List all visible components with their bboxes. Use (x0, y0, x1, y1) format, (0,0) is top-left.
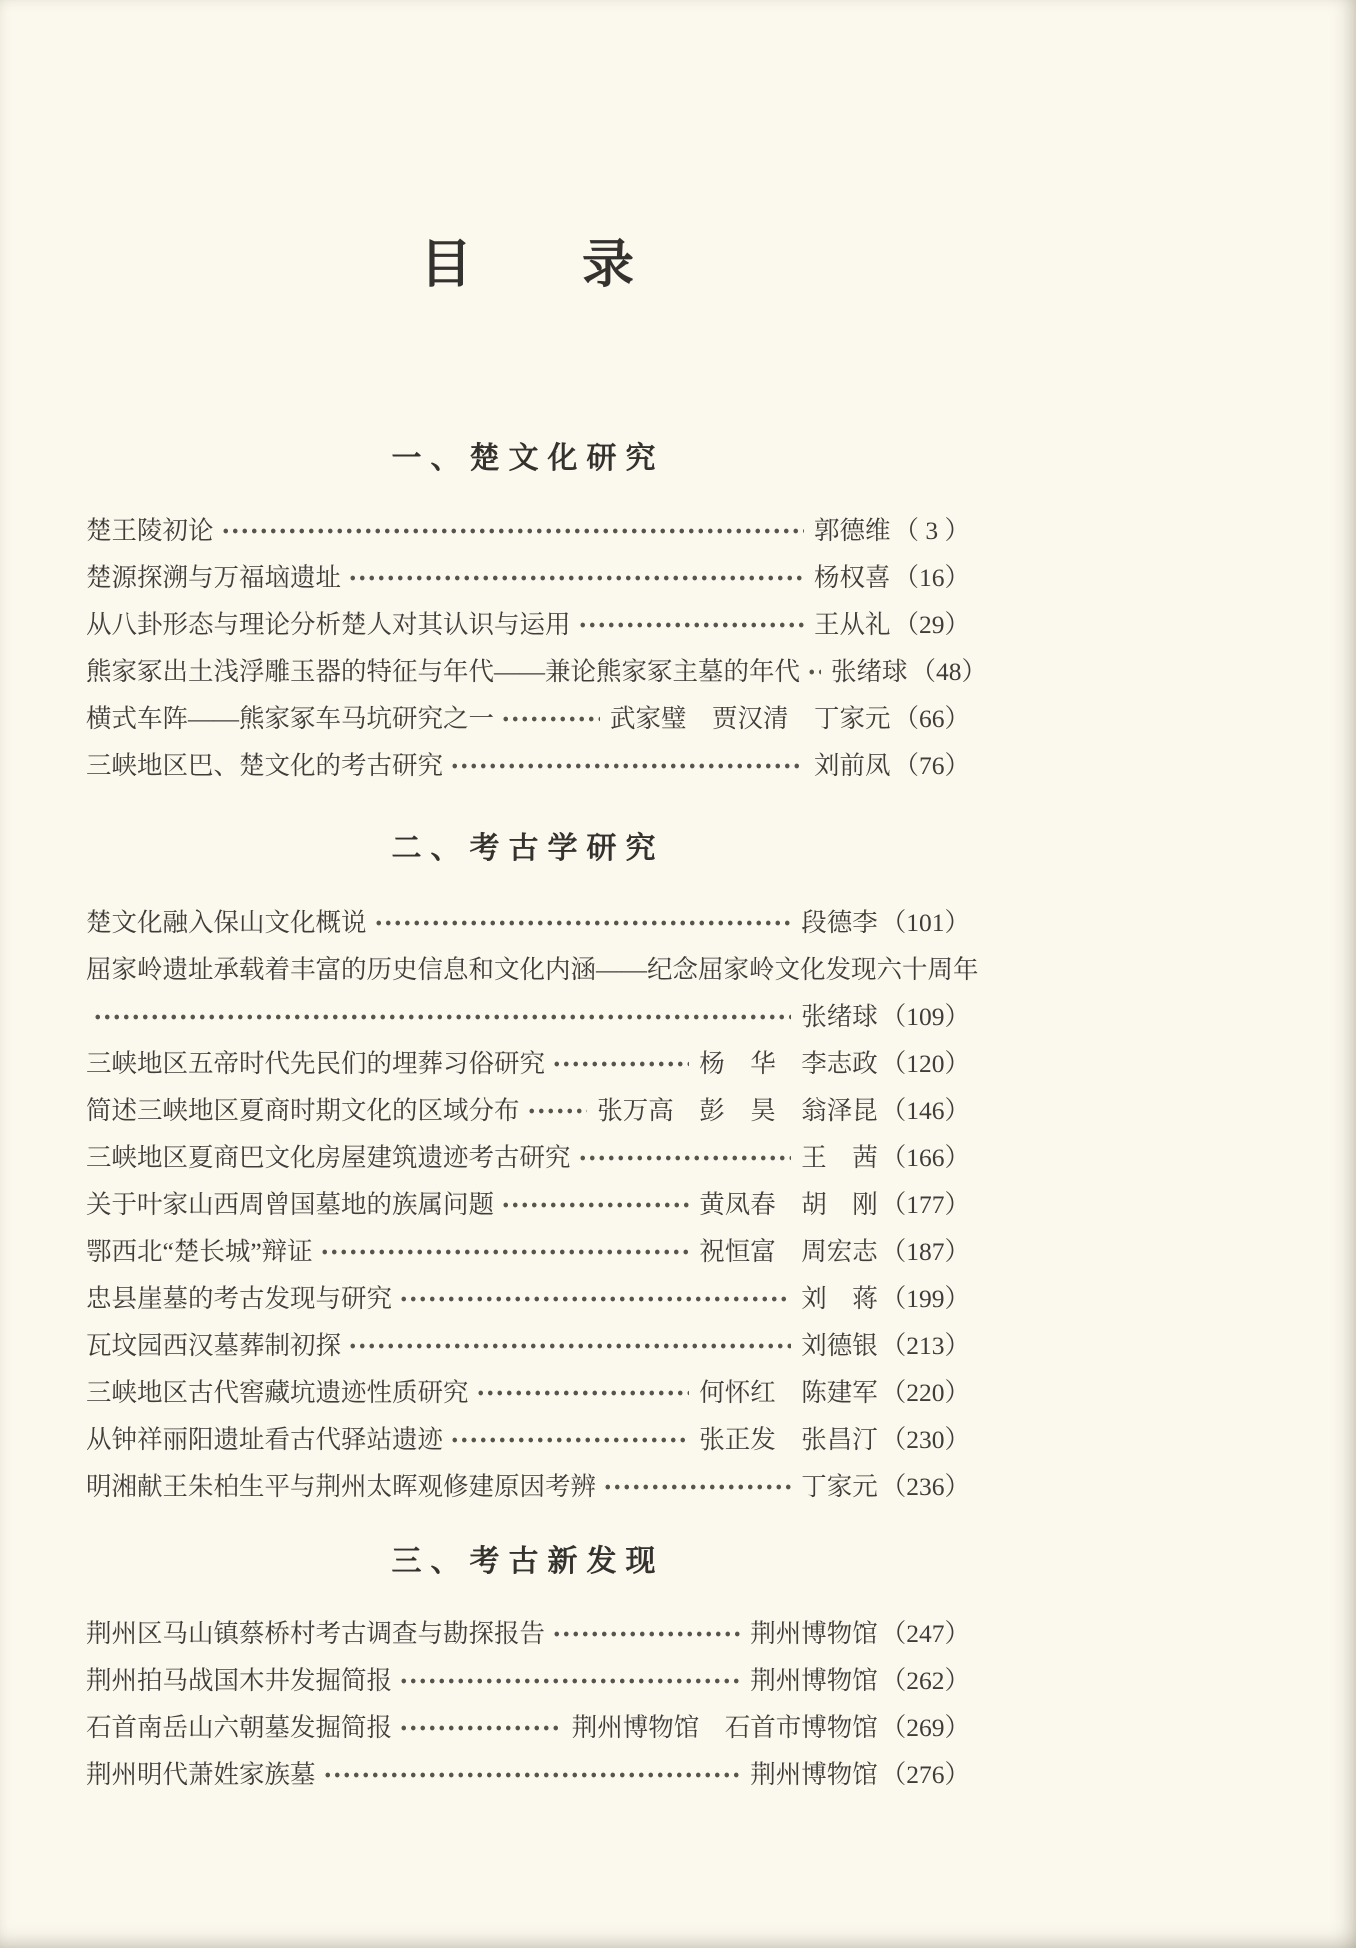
toc-entry-row (86, 993, 970, 1040)
entry-page: （48） (910, 657, 988, 686)
entry-page: （262） (880, 1666, 970, 1695)
toc-entry-row (86, 1657, 970, 1704)
toc-entry-row (86, 742, 970, 789)
entry-title: 简述三峡地区夏商时期文化的区域分布 (86, 1096, 520, 1125)
page-title: 目 录 (419, 237, 636, 294)
entry-title: 荆州明代萧姓家族墓 (86, 1760, 316, 1789)
entry-title: 忠县崖墓的考古发现与研究 (86, 1284, 393, 1313)
entry-page: （ 3 ） (893, 516, 970, 545)
entry-authors: 祝恒富 周宏志 (699, 1237, 878, 1266)
dot-leader (399, 1675, 740, 1687)
entry-authors: 刘 蒋 (801, 1284, 878, 1313)
dot-leader (578, 1152, 792, 1164)
toc-entry-row (86, 1134, 970, 1181)
entry-page: （177） (880, 1190, 970, 1219)
entry-authors: 杨 华 李志政 (699, 1049, 878, 1078)
entry-page: （230） (880, 1425, 970, 1454)
toc-entry-row (86, 1610, 970, 1657)
dot-leader (552, 1628, 740, 1640)
entry-page: （166） (880, 1143, 970, 1172)
entry-title: 屈家岭遗址承载着丰富的历史信息和文化内涵——纪念屈家岭文化发现六十周年 (86, 955, 979, 984)
entry-title: 鄂西北“楚长城”辩证 (86, 1237, 313, 1266)
entry-title: 瓦坟园西汉墓葬制初探 (86, 1331, 342, 1360)
entry-title: 楚王陵初论 (86, 516, 214, 545)
entry-authors: 丁家元 (801, 1472, 878, 1501)
toc-entry-row (86, 1181, 970, 1228)
dot-leader (399, 1293, 791, 1305)
entry-title: 石首南岳山六朝墓发掘简报 (86, 1713, 393, 1742)
toc-entry-row (86, 946, 979, 993)
toc-entry-row (86, 554, 970, 601)
section-heading: 三、考古新发现 (391, 1545, 665, 1578)
entry-page: （76） (893, 751, 970, 780)
toc-entry-row (86, 507, 970, 554)
section-heading: 一、楚文化研究 (391, 442, 665, 475)
entry-authors: 郭德维 (813, 516, 891, 545)
dot-leader (348, 1340, 791, 1352)
entry-authors: 段德李 (801, 908, 878, 937)
entry-authors: 刘德银 (801, 1331, 878, 1360)
toc-entry-row (86, 601, 970, 648)
entry-page: （120） (880, 1049, 970, 1078)
dot-leader (603, 1481, 791, 1493)
entry-list (86, 507, 988, 789)
dot-leader (527, 1105, 588, 1117)
entry-page: （109） (880, 1002, 970, 1031)
entry-authors: 荆州博物馆 石首市博物馆 (571, 1713, 878, 1742)
entry-page: （276） (880, 1760, 970, 1789)
entry-page: （16） (893, 563, 970, 592)
dot-leader (93, 1011, 791, 1023)
entry-authors: 张万高 彭 昊 翁泽昆 (597, 1096, 878, 1125)
dot-leader (476, 1387, 690, 1399)
toc-entry-row (86, 1369, 970, 1416)
dot-leader (450, 1434, 689, 1446)
toc-entry-row (86, 1228, 970, 1275)
section-heading: 二、考古学研究 (391, 832, 665, 865)
dot-leader (374, 917, 792, 929)
entry-title: 明湘献王朱柏生平与荆州太晖观修建原因考辨 (86, 1472, 597, 1501)
dot-leader (399, 1722, 562, 1734)
entry-title: 楚源探溯与万福垴遗址 (86, 563, 342, 592)
toc-entry-row (86, 1416, 970, 1463)
toc-entry-row (86, 648, 988, 695)
entry-page: （247） (880, 1619, 970, 1648)
toc-entry-row (86, 899, 970, 946)
entry-authors: 王 茜 (801, 1143, 878, 1172)
toc-entry-row (86, 1087, 970, 1134)
entry-authors: 张正发 张昌汀 (699, 1425, 878, 1454)
entry-authors: 荆州博物馆 (750, 1666, 878, 1695)
entry-title: 荆州区马山镇蔡桥村考古调查与勘探报告 (86, 1619, 546, 1648)
dot-leader (552, 1058, 689, 1070)
toc-entry-row (86, 1751, 970, 1798)
entry-title: 从钟祥丽阳遗址看古代驿站遗迹 (86, 1425, 444, 1454)
dot-leader (807, 666, 821, 678)
entry-page: （220） (880, 1378, 970, 1407)
entry-title: 关于叶家山西周曾国墓地的族属问题 (86, 1190, 495, 1219)
entry-page: （199） (880, 1284, 970, 1313)
toc-entry-row (86, 1322, 970, 1369)
entry-authors: 刘前凤 (813, 751, 891, 780)
entry-authors: 何怀红 陈建军 (699, 1378, 878, 1407)
entry-authors: 杨权喜 (813, 563, 891, 592)
entry-page: （213） (880, 1331, 970, 1360)
entry-page: （187） (880, 1237, 970, 1266)
entry-authors: 张绪球 (801, 1002, 878, 1031)
toc-content (86, 0, 988, 1798)
entry-authors: 王从礼 (813, 610, 891, 639)
dot-leader (323, 1769, 741, 1781)
toc-entry-row (86, 695, 970, 742)
entry-title: 三峡地区五帝时代先民们的埋葬习俗研究 (86, 1049, 546, 1078)
entry-authors: 武家璧 贾汉清 丁家元 (609, 704, 891, 733)
entry-title: 熊家冢出土浅浮雕玉器的特征与年代——兼论熊家冢主墓的年代 (86, 657, 801, 686)
dot-leader (221, 525, 804, 537)
entry-list (86, 1610, 970, 1798)
entry-title: 横式车阵——熊家冢车马坑研究之一 (86, 704, 495, 733)
toc-entry-row (86, 1463, 970, 1510)
dot-leader (501, 1199, 689, 1211)
toc-entry-row (86, 1275, 970, 1322)
entry-title: 三峡地区夏商巴文化房屋建筑遗迹考古研究 (86, 1143, 571, 1172)
entry-authors: 张绪球 (831, 657, 908, 686)
entry-page: （269） (880, 1713, 970, 1742)
dot-leader (348, 572, 804, 584)
entry-page: （66） (893, 704, 970, 733)
entry-title: 三峡地区古代窖藏坑遗迹性质研究 (86, 1378, 469, 1407)
entry-page: （146） (880, 1096, 970, 1125)
entry-authors: 荆州博物馆 (750, 1760, 878, 1789)
entry-title: 楚文化融入保山文化概说 (86, 908, 367, 937)
dot-leader (501, 713, 600, 725)
entry-authors: 黄凤春 胡 刚 (699, 1190, 878, 1219)
toc-entry-row (86, 1704, 970, 1751)
entry-page: （101） (880, 908, 970, 937)
entry-title: 荆州拍马战国木井发掘简报 (86, 1666, 393, 1695)
entry-title: 三峡地区巴、楚文化的考古研究 (86, 751, 444, 780)
dot-leader (578, 619, 804, 631)
entry-page: （29） (893, 610, 970, 639)
entry-title: 从八卦形态与理论分析楚人对其认识与运用 (86, 610, 571, 639)
dot-leader (450, 760, 804, 772)
entry-authors: 荆州博物馆 (750, 1619, 878, 1648)
entry-page: （236） (880, 1472, 970, 1501)
entry-list (86, 899, 979, 1510)
dot-leader (320, 1246, 690, 1258)
toc-entry-row (86, 1040, 970, 1087)
